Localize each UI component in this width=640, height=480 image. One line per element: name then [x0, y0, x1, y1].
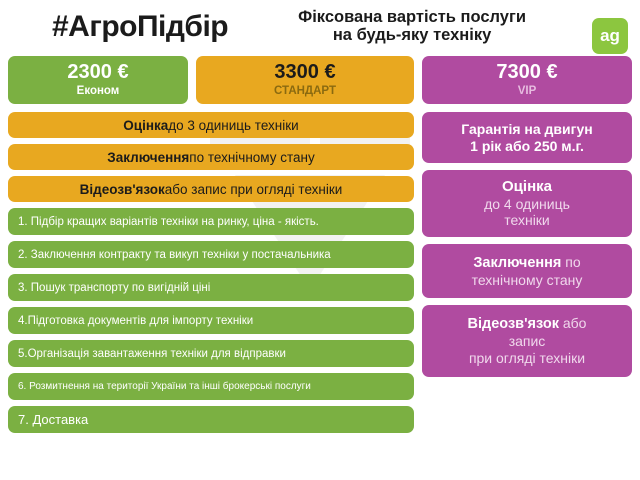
vip-card-zaklyuchennya — [422, 244, 632, 299]
vip-video-line-1 — [428, 315, 626, 333]
vip-guarantee-line-2: 1 рік або 250 м.г. — [470, 137, 584, 154]
list-item: 2. Заключення контракту та викуп техніки у постачальника — [8, 241, 414, 268]
feature-bar-zaklyuchennya — [8, 144, 414, 170]
headline — [236, 8, 588, 45]
header — [0, 0, 640, 52]
list-item: 6. Розмитнення на території України та інші брокерські послуги — [8, 373, 414, 400]
price-card-econom — [8, 56, 188, 104]
vip-zaklyuchennya-rest: по — [561, 253, 581, 270]
brand-title: #АгроПідбір — [52, 10, 229, 43]
vip-column — [422, 112, 632, 433]
vip-guarantee-line-1: Гарантія на двигун — [461, 121, 593, 137]
price-amount: 3300 € — [274, 61, 336, 84]
vip-card-guarantee — [422, 112, 632, 163]
vip-ocinka-title: Оцінка — [502, 178, 552, 196]
price-tier: СТАНДАРТ — [274, 85, 336, 98]
price-tier: Економ — [76, 85, 120, 98]
list-item: 7. Доставка — [8, 406, 414, 433]
vip-card-video — [422, 305, 632, 376]
price-amount: 7300 € — [496, 61, 558, 84]
feature-bar-video — [8, 176, 414, 202]
list-item: 4.Підготовка документів для імпорту техніки — [8, 307, 414, 334]
headline-line-1: Фіксована вартість послуги — [298, 8, 526, 26]
vip-video-line-3: при огляді техніки — [468, 350, 586, 366]
headline-line-2: на будь-яку техніку — [332, 26, 492, 45]
feature-bold: Заключення — [107, 149, 190, 165]
feature-bar-ocinka — [8, 112, 414, 138]
price-card-vip — [422, 56, 632, 104]
body-row — [0, 112, 640, 433]
vip-video-title: Відеозв'язок — [467, 316, 559, 333]
vip-video-rest: або — [558, 315, 587, 332]
feature-rest: або запис при огляді техніки — [164, 181, 343, 197]
vip-zaklyuchennya-title: Заключення — [473, 254, 562, 271]
vip-card-ocinka — [422, 170, 632, 237]
feature-bold: Відеозв'язок — [79, 181, 165, 197]
vip-video-line-2: запис — [508, 333, 546, 350]
vip-zaklyuchennya-line-2: технічному стану — [471, 271, 583, 288]
vip-ocinka-line-2: техніки — [504, 212, 550, 229]
vip-ocinka-line-1: до 4 одиниць — [484, 195, 570, 212]
price-tier: VIP — [517, 85, 537, 98]
price-card-standard — [196, 56, 414, 104]
price-row — [0, 56, 640, 104]
vip-zaklyuchennya-line-1 — [428, 254, 626, 272]
feature-rest: по технічному стану — [189, 149, 315, 165]
logo-badge: ag — [592, 18, 628, 54]
feature-bold: Оцінка — [123, 117, 169, 133]
feature-rest: до 3 одиниць техніки — [168, 117, 299, 133]
list-item: 3. Пошук транспорту по вигідній ціні — [8, 274, 414, 301]
price-amount: 2300 € — [67, 61, 129, 84]
list-item: 5.Організація завантаження техніки для відправки — [8, 340, 414, 367]
standard-column — [8, 112, 414, 433]
list-item: 1. Підбір кращих варіантів техніки на ринку, ціна - якість. — [8, 208, 414, 235]
